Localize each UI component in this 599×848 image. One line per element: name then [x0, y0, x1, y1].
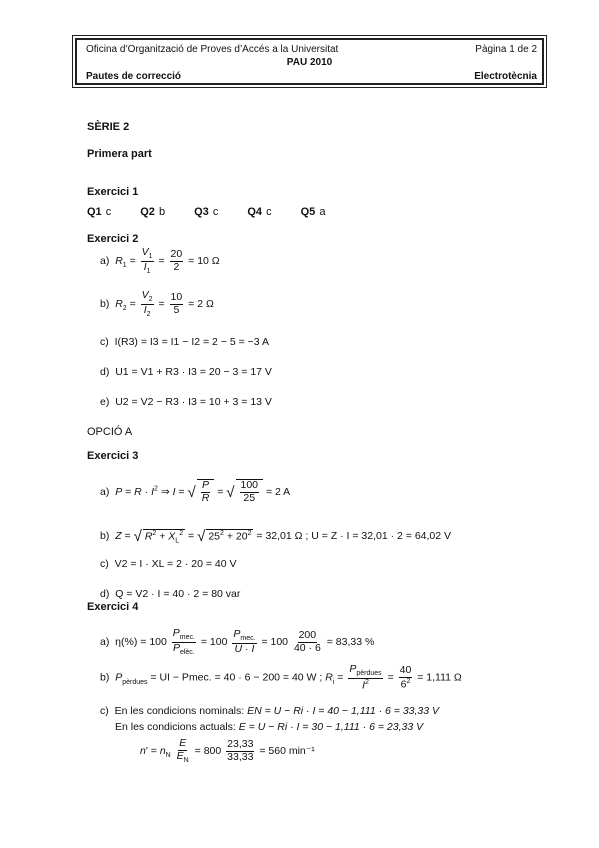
ex2-item-c: c) I(R3) = I3 = I1 − I2 = 2 − 5 = −3 A — [100, 336, 269, 348]
answer-item: Q2 b — [140, 206, 166, 218]
exercise-2-title: Exercici 2 — [87, 233, 139, 245]
ex3-item-c: c) V2 = I · XL = 2 · 20 = 40 V — [100, 558, 237, 570]
answer-item: Q1 c — [87, 206, 112, 218]
answer-item: Q4 c — [247, 206, 272, 218]
ex4-item-a: a) η(%) = 100 $\frac{P_{mec.}}{P_{elèc.}}$ = 100 $\frac{P_{mec.}}{U \cdot I}$ = 100 $\frac{200}{40 \cdot 6}$ = 83,33 % — [100, 627, 375, 656]
answer-item: Q5 a — [300, 206, 326, 218]
exercise-3-title: Exercici 3 — [87, 450, 139, 462]
serie-heading: SÈRIE 2 — [87, 121, 130, 133]
ex2-item-e: e) U2 = V2 − R3 · I3 = 10 + 3 = 13 V — [100, 396, 272, 408]
doc-type: Pautes de correcció — [86, 71, 182, 82]
ex2-item-b: b) $R_2$ = $\frac{V_2}{I_2}$ = $\frac{10}{5}$ = 2 Ω — [100, 289, 214, 318]
answer-item: Q3 c — [194, 206, 219, 218]
exercise-1-answers — [87, 206, 351, 218]
ex2-item-d: d) U1 = V1 + R3 · I3 = 20 − 3 = 17 V — [100, 366, 272, 378]
page-header — [75, 38, 544, 85]
institution-name: Oficina d’Organització de Proves d’Accés a la Universitat — [86, 44, 339, 55]
ex4-item-c-line1: c) En les condicions nominals: EN = U − Ri · I = 40 − 1,111 · 6 = 33,33 V — [100, 705, 440, 717]
exercise-4-title: Exercici 4 — [87, 601, 139, 613]
ex3-item-a: a) $P = R \cdot I^2$ ⇒ I = √ $\frac{P}{R}$ = √ $\frac{100}{25}$ = 2 A — [100, 479, 291, 504]
ex3-item-b: b) Z = √ $R^2 + X_L^2$ = √ $25^2 + 20^2 = 32,01$ Ω ; U = Z · I = 32,01 · 2 = 64,02 V — [100, 528, 452, 545]
exercise-1-title: Exercici 1 — [87, 186, 139, 198]
exam-name: PAU 2010 — [286, 57, 333, 68]
ex3-item-d: d) Q = V2 · I = 40 · 2 = 80 var — [100, 588, 241, 600]
ex4-item-c-line2: En les condicions actuals: E = U − Ri · I = 30 − 1,111 · 6 = 23,33 V — [115, 721, 424, 733]
part-heading: Primera part — [87, 148, 152, 160]
ex4-item-b: b) $P_{pèrdues}$ = UI − Pmec. = 40 · 6 − 200 = 40 W ; $R_i$ = $\frac{P_{pèrdues}}{I^2}$ = $\frac{40}{6^2}$ = 1,111 Ω — [100, 663, 462, 692]
option-heading: OPCIÓ A — [87, 426, 133, 438]
page-number: Pàgina 1 de 2 — [475, 44, 537, 55]
ex4-item-c-line3: $n' = n_N$ $\frac{E}{E_N}$ = 800 $\frac{23,33}{33,33}$ = 560 min⁻¹ — [140, 737, 315, 764]
ex2-item-a: a) $R_1$ = $\frac{V_1}{I_1}$ = $\frac{20}{2}$ = 10 Ω — [100, 246, 220, 275]
subject-name: Electrotècnia — [474, 71, 537, 82]
